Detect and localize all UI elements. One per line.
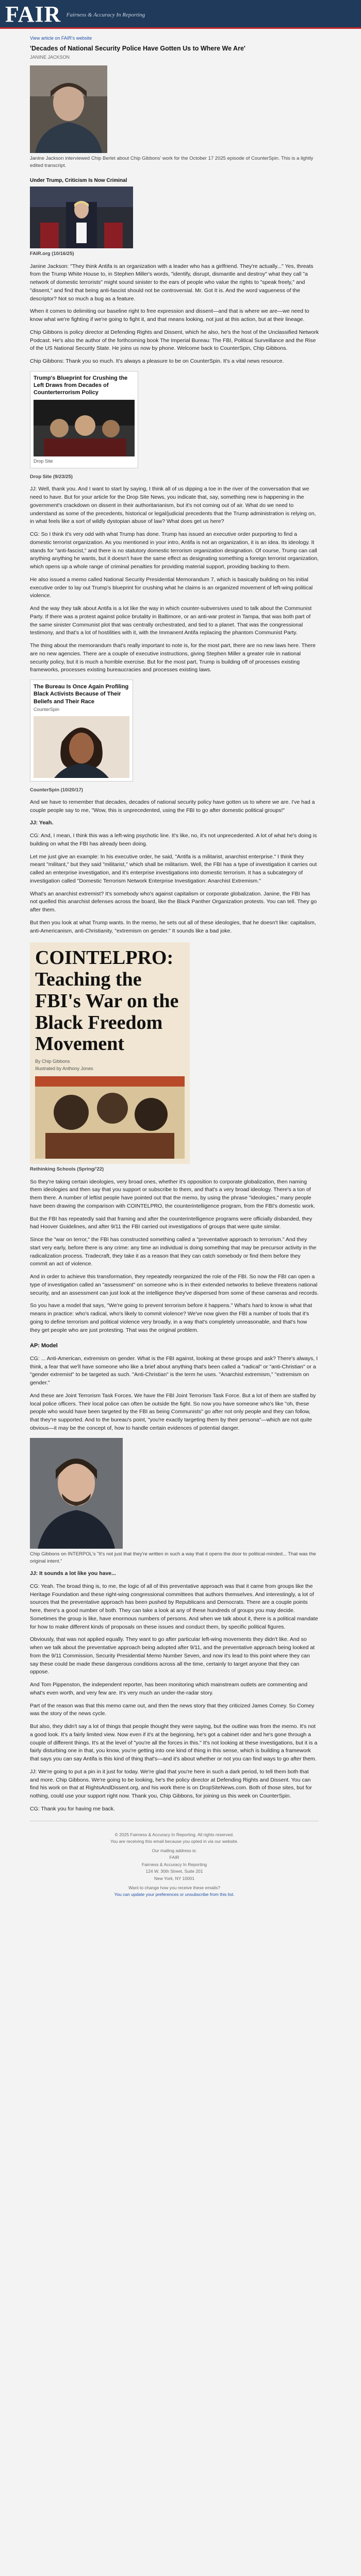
cointelpro-illustration [35,1076,185,1159]
paragraph: What's an anarchist extremist? It's somebody who's against capitalism or corporate globalization. Janine, the FBI has not quelled this anarchist defenses across the board, like the Black Panther Organization protests. You can tell. They go after them. [30,890,317,913]
paragraph: Obviously, that was not applied equally. They want to go after particular left-wing movements they didn't like. And so when we talk about the preventative approach being adopted after 9/11, and the preventative approach being looked at from the 9/11 Commission, Security Presidential Memo Number Seven, and now it's lead to this point where they can say these could be made these dangerous conditions across all the time, certainly to target anyone that they can oppose. [30,1636,315,1675]
footer-unsubscribe-link[interactable]: You can update your preferences or unsubscribe from this list. [114,1892,235,1897]
body-paragraphs-2 [30,485,319,674]
paragraph: Chip Gibbons: Thank you so much. It's always a pleasure to be on CounterSpin. It's a vital news resource. [30,358,284,364]
embed2-title: Trump's Blueprint for Crushing the Left Draws from Decades of Counterterrorism Policy [34,375,128,396]
paragraph: Part of the reason was that this memo came out, and then the news story that they criticized James Comey. So Comey was the story of the news cycle. [30,1702,315,1717]
embed1-credit: FAIR.org (10/16/25) [30,251,74,257]
embed2-source: Drop Site [34,458,53,464]
embed3-source: CounterSpin [34,707,60,713]
site-header [0,0,361,29]
portrait-caption: Chip Gibbons on INTERPOL's "It's not just that they're written in such a way that it opens the door to political-minded... That was the original intent." [30,1551,316,1564]
header-accent-line [0,27,361,29]
embed3-credit: CounterSpin (10/20/17) [30,787,83,793]
logo-text: FAIR [5,2,61,27]
paragraph: And Tom Pippenston, the independent reporter, has been monitoring which mainstream outlets are commenting and what's even worth, and very few are. It's very much an under-the-radar story. [30,1682,307,1696]
paragraph: But the FBI has repeatedly said that framing and after the counterintelligence programs were officially disbanded, they had Hoover Guidelines, and after 9/11 the FBI carried out investigations of groups that were quite similar. [30,1215,313,1230]
body-paragraphs-3 [30,799,319,936]
paragraph: So they're taking certain ideologies, very broad ones, whether it's opposition to corporate globalization, then naming them ideologies and then say that you support or subscribe to them, and that's a very broad ideology. There's a ton of them there. A number of leftist people have pointed out that the memo, by using the phrase "ideologies," many people have been drawing the comparison with COINTELPRO, the counterintelligence program, from the FBI's domestic work. [30,1178,315,1209]
portrait-image [30,1438,123,1549]
paragraph: Janine Jackson: "They think Antifa is an organization with a leader who has a girlfriend. They're actually..." Yes, threats from the Trump White House to, in Stephen Miller's words, "identify, disrupt, dismantle and destroy" what they call "a network of domestic terrorists" might sound sinister to the ears of people who value the rights to "speak freely," and "dissent," and find that being anti-fascist should not be controversial. Mr. Got It is. And the word vagueness of the descriptor? Not so much a bug as a feature. [30,263,314,302]
embed2-card[interactable] [30,371,138,468]
footer-optin: You are receiving this email because you opted in via our website. [110,1839,239,1844]
paragraph: JJ: We're going to put a pin in it just for today. We're glad that you're here in such a dark period, to tell them both that and more. Chip Gibbons. We're going to be looking, he's the policy director at Defending Rights and Dissent. You can find his work on that at RightsAndDissent.org, and his work there is on DropSiteNews.com. Both of those sites, but for nothing, could use your support right now. Thank you, Chip Gibbons, for joining us this week on CounterSpin. [30,1768,312,1800]
email-footer [30,1832,319,1899]
paragraph: CG: Yeah. The broad thing is, to me, the logic of all of this preventative approach was that it came from groups like the Heritage Foundation and these right-wing congressional committees that authors themselves. And interestingly, a lot of sources that the preventative approach has been pushed by Republicans and Democrats. There are a couple points here, there's a good number of both. They can take a look at any of these hundreds of groups you may decide. Sometimes the group is like, have enormous numbers of persons. And when we talk about it, there is a political mandate for how to make different kinds of proposals on these issues and conduct them, by specific political figures. [30,1583,318,1630]
article-body [30,29,319,1899]
embed1-label: Under Trump, Criticism Is Now Criminal [30,178,127,184]
embed3-title: The Bureau Is Once Again Profiling Black Activists Because of Their Beliefs and Their Race [34,684,129,705]
logo-tagline: Fairness & Accuracy In Reporting [66,12,145,18]
fair-logo[interactable] [5,3,191,26]
cointelpro-author: By Chip Gibbons [35,1059,70,1064]
paragraph: But then you look at what Trump wants. In the memo, he sets out all of these ideologies, that he doesn't like: capitalism, anti-Americanism, anti-Christianity, "extremism on gender." It sounds like a bad joke. [30,919,316,934]
paragraph: When it comes to delimiting our baseline right to free expression and dissent—and that is where we are—we need to know what we're fighting if we're going to fight it, and that means looking, not just at this action, but at their lineage. [30,308,309,323]
footer-copyright: © 2025 Fairness & Accuracy In Reporting. All rights reserved. [114,1832,234,1837]
view-on-website-link[interactable]: View article on FAIR's website [30,36,92,41]
paragraph: CG: And, I mean, I think this was a left-wing psychotic line. It's like, no, it's not unprecedented. A lot of what he's doing is building on what the FBI has already been doing. [30,833,317,847]
paragraph: But also, they didn't say a lot of things that people thought they were saying, but the outline was from the memo. It's not a good look. It's a fairly limited view. Now even if it's at the beginning, he's got a cabinet rider and he's gone through a couple of different things. It's at the level of "you're all the forces in this." It's not looking at these investigations, but it is a fairly disturbing one in that, you know, you're getting into one kind of thing in this sense, which is building a framework that says you can say Antifa is this kind of thing that's—and it's about whether or not you can find ways to go after them. [30,1723,318,1762]
cointelpro-feature[interactable] [30,942,190,1164]
embed1-photo[interactable] [30,187,133,248]
footer-address2: New York, NY 10001 [154,1876,195,1882]
embed1-image [30,187,133,248]
paragraph: Chip Gibbons is policy director at Defending Rights and Dissent, which he also, he's the host of the Unclassified Network Podcast. He's also the author of the forthcoming book The Imperial Bureau: The FBI, Political Surveillance and the Rise of the US National Security State. He joins us now by phone. Welcome back to CounterSpin, Chip Gibbons. [30,329,319,352]
article-byline: JANINE JACKSON [30,55,70,60]
footer-change-label: Want to change how you receive these emails? [128,1885,220,1890]
footer-org-full: Fairness & Accuracy In Reporting [141,1861,207,1867]
paragraph: And in order to achieve this transformation, they repeatedly reorganized the role of the FBI. So now the FBI can open a type of investigation called an "assessment" on someone who is in their extended networks to believe threatens national security, and an assessment can just look at the intelligence they've dispersed from some of these cameras and records. [30,1274,319,1296]
footer-org: FAIR [169,1855,179,1860]
paragraph: Let me just give an example: In his executive order, he said, "Antifa is a militarist, anarchist enterprise." I think they meant "militant," but they said "militarist," which shall be militarism. Well, the FBI has a type of investigation it carries out called an enterprise investigation, and it's enterprise investigations into domestic terrorism. It has a subcategory of investigation called "Domestic Terrorism Network Enterprise Investigation: Anarchist Extremism." [30,853,317,884]
footer-address1: 124 W. 30th Street, Suite 201 [145,1869,203,1874]
paragraph: So you have a model that says, "We're going to prevent terrorism before it happens." What's hard to know is what that means in practice: who's radical, who's likely to commit violence? We've now given the FBI a number of tools that it's going to define terrorism and political violence very broadly, in a way that's completely unreasonable, and that's how they get people who are just protesting. That was the original problem. [30,1302,313,1333]
embed2-credit: Drop Site (9/23/25) [30,474,73,480]
paragraph: And we have to remember that decades, decades of national security policy have gotten us to where we are. I've had a couple people say to me, "Wow, this is unprecedented, using the FBI to go after domestic political groups!" [30,799,315,814]
cointelpro-credit: Rethinking Schools (Spring/'22) [30,1166,104,1173]
paragraph: He also issued a memo called National Security Presidential Memorandum 7, which is basically building on his initial executive order to lay out Trump's blueprint for crushing what he claims is an organized movement of left-wing political violence. [30,576,313,599]
paragraph: The thing about the memorandum that's really important to note is, for the most part, there are no new laws here. There are no new agencies. There are a couple of executive instructions, giving Stephen Miller a greater role in national security policy, but it is much a horrible exercise. But for the most part, Trump is building off of processes existing frameworks, processes existing bureaucracies and processes existing laws. [30,642,316,673]
hero-photo-image [30,65,107,153]
cointelpro-title: COINTELPRO: Teaching the FBI's War on the Black Freedom Movement [35,947,179,1055]
paragraph: CG: So I think it's very odd with what Trump has done. Trump has issued an executive order purporting to find a domestic terrorist organization. As you mentioned in your intro, Antifa is not an organization, it is an idea. Its ideology. It stands for "anti-fascist," and there is no statutory domestic terrorism organization designation. Of course, Trump can call anything anything he wants, but it doesn't have the same effect as designating something a foreign terrorist organization, which opens up a whole range of criminal penalties for providing material support, providing backing to them. [30,531,319,570]
article-headline: 'Decades of National Security Police Have Gotten Us to Where We Are' [30,44,245,52]
hero-photo [30,65,107,153]
embed3-image [34,716,129,778]
paragraph: Since the "war on terror," the FBI has constructed something called a "preventative approach to terrorism." And they start very early, before there is any crime: any time an individual is doing something that may be precursor activity in the radicalization process. Tradecraft, they take it as a reason that they can catch somebody or find them before they commit an act of violence. [30,1236,317,1267]
hero-caption: Janine Jackson interviewed Chip Berlet about Chip Gibbons' work for the October 17 2025 episode of CounterSpin. This is a lightly edited transcript. [30,155,314,168]
cointelpro-illustrator: Illustrated by Anthony Jones [35,1065,93,1071]
paragraph: JJ: Well, thank you. And I want to start by saying, I think all of us dipping a toe in the river of the conversation that we need to have. But for your article for the Drop Site News, you indicate that, say, something new is happening in the government's crackdown on dissent in their authoritarianism, but it's not coming out of air. What do we need to understand as some of the precedents, historical or legal/judicial precedents that the Trump administration is relying on, in what feels like a sort of wildly dystopian abuse of law? What does get us here? [30,486,316,525]
footer-mailing-label: Our mailing address is: [152,1848,197,1853]
paragraph: JJ: Yeah. [30,820,54,826]
embed2-image [34,400,135,456]
body-paragraphs-4 [30,1178,319,1335]
body-paragraphs-6 [30,1570,319,1814]
paragraph: CG: ... Anti-American, extremism on gender. What is the FBI against, looking at these groups and ask? There's always, I think, a fear that we'll have someone who like a brief about anything that's been called a "radical" or "anti-Christian" or a "gender extremist" to be targeted as such. "Anti-Christian" is the term he uses. "Anarchist extremism," "extremism on gender." [30,1355,318,1386]
paragraph: JJ: It sounds a lot like you have... [30,1570,116,1577]
paragraph: CG: Thank you for having me back. [30,1805,115,1812]
paragraph: And the way they talk about Antifa is a lot like the way in which counter-subversives used to talk about the Communist Party. If there was a protest against police brutality in Baltimore, or an anti-war protest in Tampa, that was both part of the same sinister Communist plot that was centrally orchestrated, and tied to a planet. That was the congressional testimony, and that's a lot of hostilities with it, with the Immanent Antifa replacing the phantom Communist Party. [30,605,312,636]
body-paragraphs-5 [30,1355,319,1433]
intro-paragraphs [30,263,319,366]
paragraph: And these are Joint Terrorism Task Forces. We have the FBI Joint Terrorism Task Force. But a lot of them are staffed by local police officers. Their local police can often be outside the fight. So now you have someone who's like "oh, these people who would have been targeted by the FBI as being Communists" go after not only people and they can follow, that they're supported. And to the bureau's point, "you're exactly targeting them by their persona"—which are not quite obvious—it may be the concept of, how to handle certain evidences of potential danger. [30,1392,316,1431]
embed3-card[interactable] [30,680,133,781]
section-heading: AP: Model [30,1343,58,1349]
portrait-photo [30,1438,123,1549]
